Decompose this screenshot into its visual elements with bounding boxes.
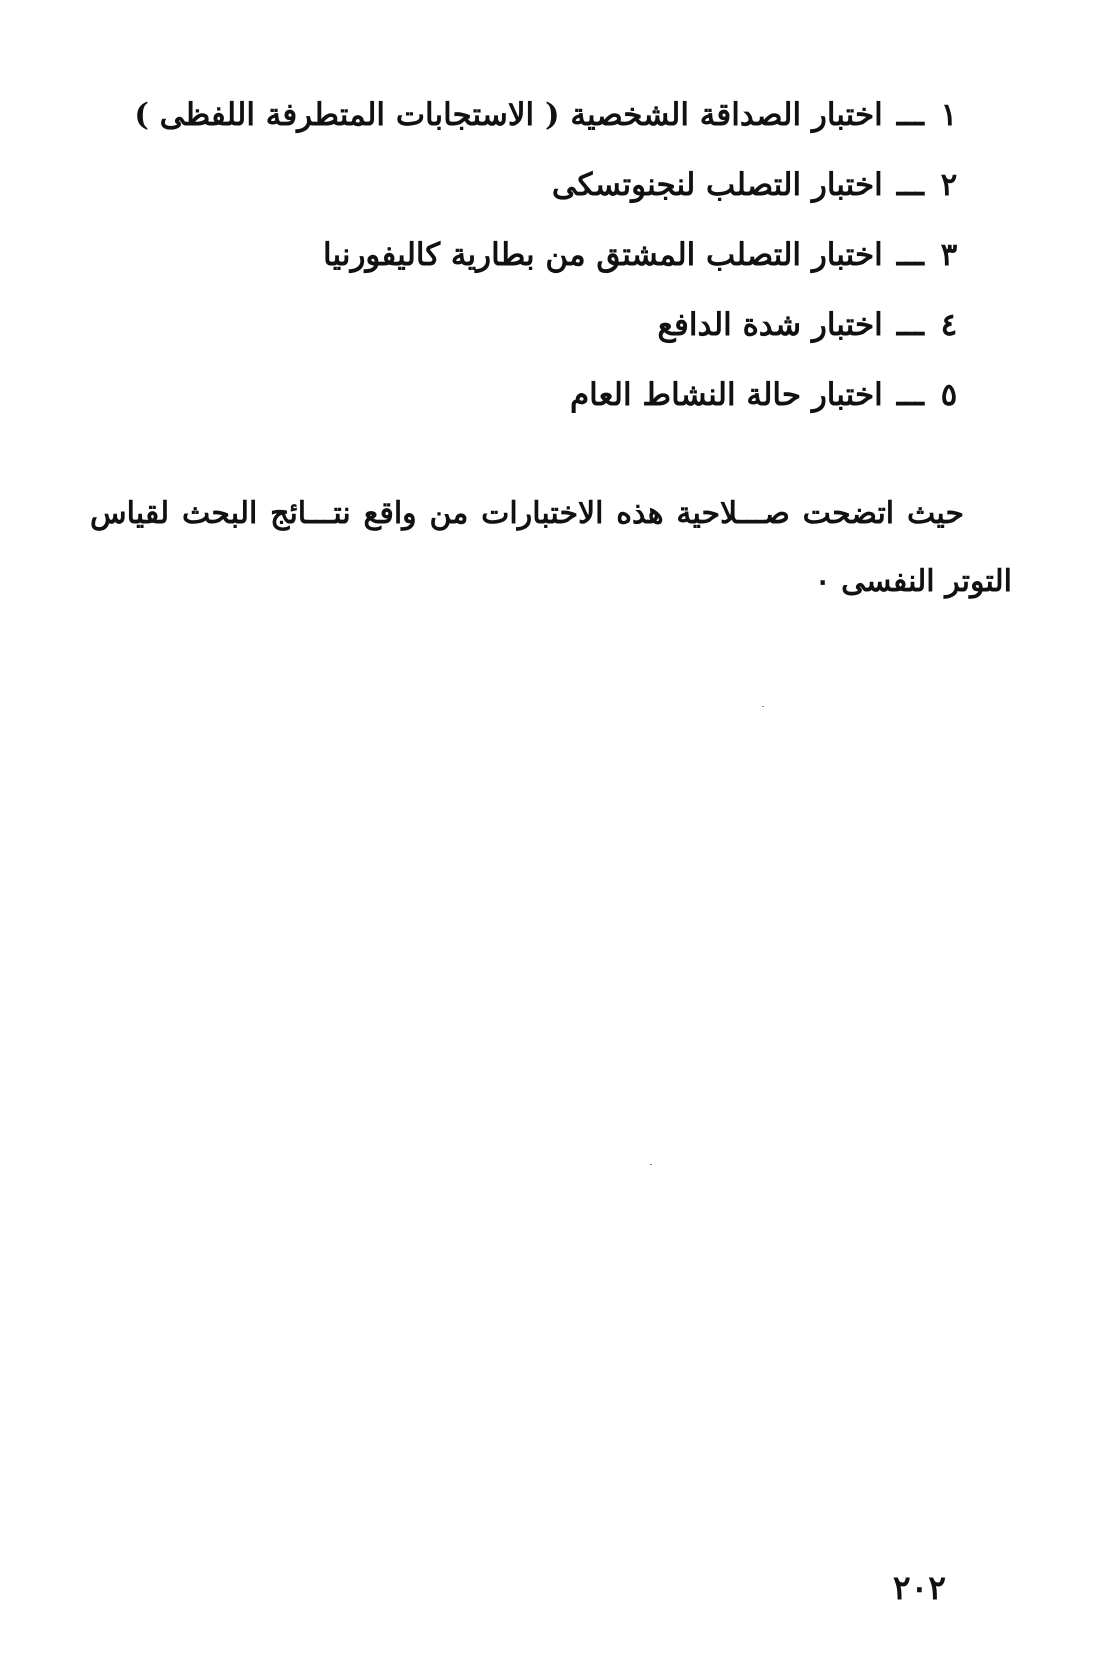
list-item-dash: ـــ <box>896 307 924 343</box>
scan-speck <box>650 1164 652 1165</box>
list-item <box>104 360 964 430</box>
list-item-dash: ـــ <box>896 377 924 413</box>
paragraph-line: حيث اتضحت صـــلاحية هذه الاختبارات من واقع نتـــائج البحث لقياس <box>90 496 964 531</box>
list-item-number: ٥ <box>940 377 958 413</box>
list-item <box>104 290 964 360</box>
list-item-text: اختبار الصداقة الشخصية ( الاستجابات المتطرفة اللفظى ) <box>134 97 883 133</box>
paragraph-line: التوتر النفسى ٠ <box>814 564 1012 599</box>
list-item-text: اختبار التصلب لنجنوتسكى <box>551 167 883 203</box>
list-item-number: ١ <box>940 97 958 133</box>
list-item-number: ٤ <box>940 307 958 343</box>
page-number: ٢٠٢ <box>892 1568 946 1607</box>
list-item-number: ٢ <box>940 167 958 203</box>
list-item-number: ٣ <box>940 237 958 273</box>
list-item <box>104 220 964 290</box>
list-item-text: اختبار التصلب المشتق من بطارية كاليفورنيا <box>323 237 883 273</box>
list-item-text: اختبار حالة النشاط العام <box>569 377 883 413</box>
body-paragraph <box>90 480 1012 616</box>
list-item-dash: ـــ <box>896 97 924 133</box>
test-list <box>104 80 964 430</box>
scan-speck <box>762 706 764 707</box>
list-item <box>104 80 964 150</box>
list-item-dash: ـــ <box>896 167 924 203</box>
list-item <box>104 150 964 220</box>
list-item-dash: ـــ <box>896 237 924 273</box>
list-item-text: اختبار شدة الدافع <box>657 307 883 343</box>
